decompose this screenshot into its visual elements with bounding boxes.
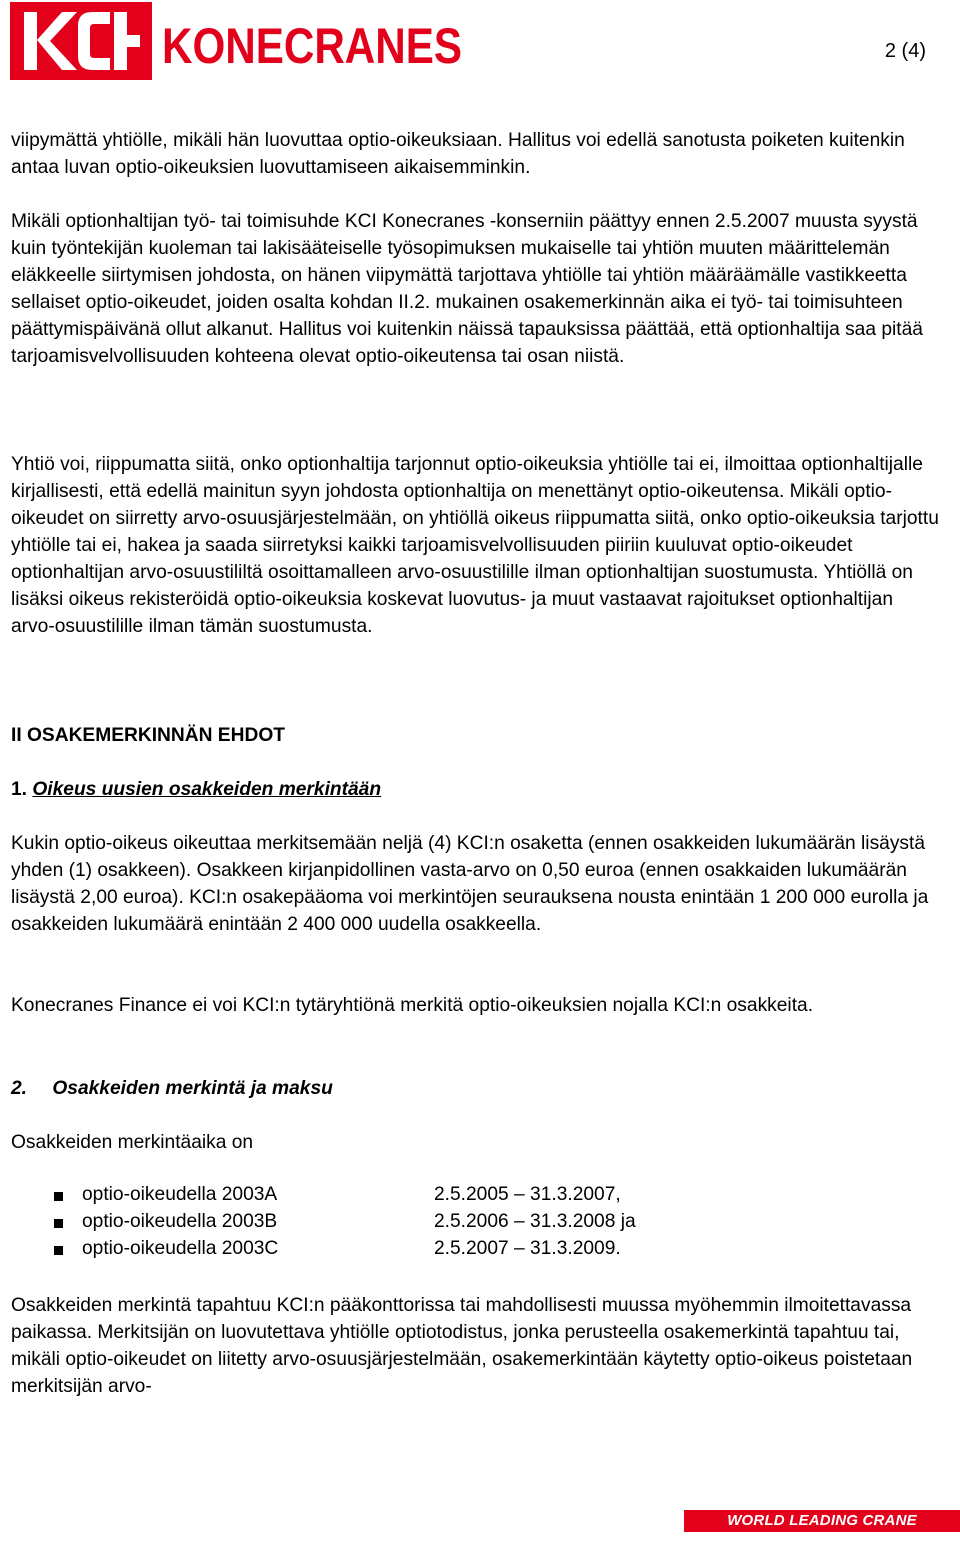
konecranes-logo bbox=[10, 2, 470, 80]
subsection-1-number: 1. bbox=[11, 779, 28, 800]
footer-tagline: WORLD LEADING CRANE TECHNOLOGY bbox=[727, 1512, 917, 1546]
subsection-2-number: 2. bbox=[11, 1078, 28, 1099]
paragraph-1-text: viipymättä yhtiölle, mikäli hän luovuttaa optio-oikeuksiaan. Hallitus voi edellä sanotusta poiketen kuitenkin antaa luvan optio-oikeuksien luovuttamiseen aikaisemminkin. bbox=[11, 130, 905, 178]
logo-brand-text: KONECRANES bbox=[162, 18, 462, 74]
list-item-name: optio-oikeudella 2003A bbox=[82, 1184, 278, 1205]
list-item-name: optio-oikeudella 2003B bbox=[82, 1211, 278, 1232]
paragraph-4-text: Kukin optio-oikeus oikeuttaa merkitsemään neljä (4) KCI:n osaketta (ennen osakkeiden lukumäärän lisäystä yhden (1) osakkeen). Osakkeen kirjanpidollinen vasta-arvo on 0,50 euroa (ennen osakkaiden lukumäärän lisäystä 2,00 euroa). KCI:n osakepääoma voi merkintöjen seurauksena nousta enintään 1 200 000 eurolla ja osakkeiden lukumäärä enintään 2 400 000 uudella osakkeella. bbox=[11, 833, 929, 935]
subscription-period-list bbox=[11, 1184, 911, 1265]
list-item bbox=[11, 1238, 911, 1265]
list-item-dates: 2.5.2006 – 31.3.2008 ja bbox=[434, 1211, 636, 1232]
paragraph-3 bbox=[11, 451, 941, 640]
paragraph-6 bbox=[11, 1129, 941, 1156]
section-title: II OSAKEMERKINNÄN EHDOT bbox=[11, 725, 285, 746]
list-item bbox=[11, 1184, 911, 1211]
paragraph-7-text: Osakkeiden merkintä tapahtuu KCI:n pääkonttorissa tai mahdollisesti muussa myöhemmin ilmoitettavassa paikassa. Merkitsijän on luovutettava yhtiölle optiotodistus, jonka perusteella osakemerkintä tapahtuu tai, mikäli optio-oikeudet on liitetty arvo-osuusjärjestelmään, osakemerkintään käytetty optio-oikeus poistetaan merkitsijän arvo- bbox=[11, 1295, 913, 1397]
paragraph-2 bbox=[11, 208, 941, 370]
bullet-icon bbox=[54, 1219, 63, 1228]
paragraph-5-text: Konecranes Finance ei voi KCI:n tytäryhtiönä merkitä optio-oikeuksien nojalla KCI:n osakkeita. bbox=[11, 995, 814, 1016]
paragraph-2-text: Mikäli optionhaltijan työ- tai toimisuhde KCI Konecranes -konserniin päättyy ennen 2.5.2007 muusta syystä kuin työntekijän kuoleman tai lakisääteiselle työsopimuksen mukaiselle tai yhtiön muuten määrittelemän eläkkeelle siirtymisen johdosta, on hänen viipymättä tarjottava yhtiölle tai yhtiön määräämälle vastikkeetta sellaiset optio-oikeudet, joiden osalta kohdan II.2. mukainen osakemerkinnän aika ei työ- tai toimisuhteen päättymispäivänä ollut alkanut. Hallitus voi kuitenkin näissä tapauksissa päättää, että optionhaltija saa pitää tarjoamisvelvollisuuden kohteena olevat optio-oikeutensa tai osan niistä. bbox=[11, 211, 923, 367]
paragraph-4 bbox=[11, 830, 941, 938]
paragraph-1 bbox=[11, 127, 941, 181]
paragraph-5 bbox=[11, 992, 941, 1019]
subsection-1-heading bbox=[11, 776, 941, 803]
subsection-1-title: Oikeus uusien osakkeiden merkintään bbox=[32, 779, 382, 800]
paragraph-6-text: Osakkeiden merkintäaika on bbox=[11, 1132, 254, 1153]
bullet-icon bbox=[54, 1192, 63, 1201]
footer-banner bbox=[684, 1510, 960, 1546]
list-item-name: optio-oikeudella 2003C bbox=[82, 1238, 279, 1259]
paragraph-3-text: Yhtiö voi, riippumatta siitä, onko optionhaltija tarjonnut optio-oikeuksia yhtiölle tai ei, ilmoittaa optionhaltijalle kirjallisesti, että edellä mainitun syyn johdosta optionhaltija on menettänyt optio-oikeutensa. Mikäli optio-oikeudet on siirretty arvo-osuusjärjestelmään, on yhtiöllä oikeus riippumatta siitä, onko optio-oikeuksia tarjottu yhtiölle tai ei, hakea ja saada siirretyksi kaikki tarjoamisvelvollisuuden piiriin kuuluvat optio-oikeudet optionhaltijan arvo-osuustililtä osoittamalleen arvo-osuustilille ilman optionhaltijan suostumusta. Yhtiöllä on lisäksi oikeus rekisteröidä optio-oikeuksia koskevat luovutus- ja muut vastaavat rajoitukset optionhaltijan arvo-osuustilille ilman tämän suostumusta. bbox=[11, 454, 939, 637]
subsection-2-title: Osakkeiden merkintä ja maksu bbox=[52, 1078, 333, 1099]
bullet-icon bbox=[54, 1246, 63, 1255]
page-number: 2 (4) bbox=[884, 40, 926, 62]
list-item-dates: 2.5.2005 – 31.3.2007, bbox=[434, 1184, 621, 1205]
list-item-dates: 2.5.2007 – 31.3.2009. bbox=[434, 1238, 621, 1259]
list-item bbox=[11, 1211, 911, 1238]
paragraph-7 bbox=[11, 1292, 941, 1400]
subsection-2-heading bbox=[11, 1075, 941, 1102]
